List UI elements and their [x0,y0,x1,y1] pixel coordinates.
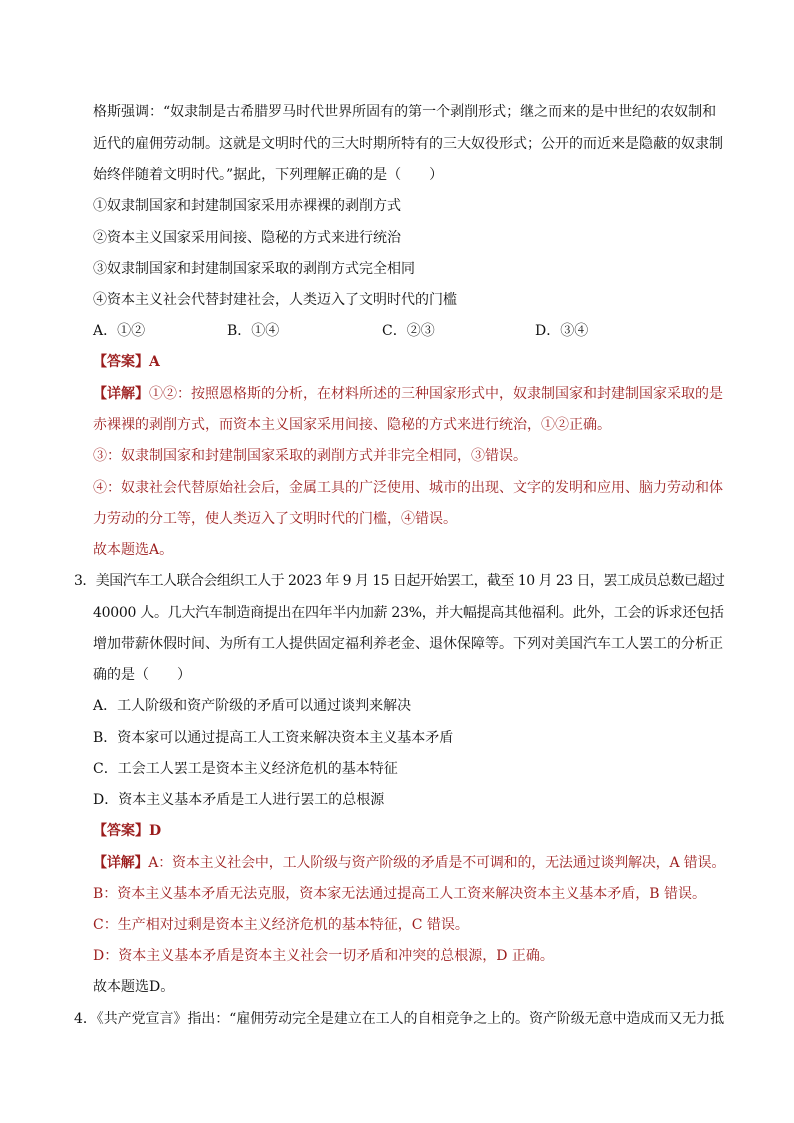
q2-detail-first: ①②：按照恩格斯的分析，在材料所述的三种国家形式中，奴隶制国家和封建制国家采取的是 [149,386,723,402]
q3-detail-label: 【详解】 [93,855,149,871]
q3-option-c: C．工会工人罢工是资本主义经济危机的基本特征 [93,761,398,777]
q2-statement-1: ①奴隶制国家和封建制国家采用赤裸裸的剥削方式 [93,198,401,214]
q3-option-b: B．资本家可以通过提高工人工资来解决资本主义基本矛盾 [93,730,454,746]
q2-detail-line-4: ④：奴隶社会代替原始社会后，金属工具的广泛使用、城市的出现、文字的发明和应用、脑力劳动和体 [93,480,723,496]
q2-answer-label: 【答案】 [93,354,149,370]
q2-option-a: A．①② [93,323,146,339]
q2-detail-line-3: ③：奴隶制国家和封建制国家采取的剥削方式并非完全相同，③错误。 [93,448,527,464]
q3-answer-label: 【答案】 [93,823,149,839]
q3-detail-first: A：资本主义社会中，工人阶级与资产阶级的矛盾是不可调和的，无法通过谈判解决，A 错误。 [148,855,726,871]
q3-answer-value: D [149,823,162,839]
q2-detail-line-5: 力劳动的分工等，使人类迈入了文明时代的门槛，④错误。 [93,511,457,527]
q3-stem-line-1: 3．美国汽车工人联合会组织工人于 2023 年 9 月 15 日起开始罢工，截至 10 月 23 日，罢工成员总数已超过 [74,573,725,589]
q2-statement-3: ③奴隶制国家和封建制国家采取的剥削方式完全相同 [93,261,415,277]
q2-answer-value: A [149,354,160,370]
q3-option-a: A．工人阶级和资产阶级的矛盾可以通过谈判来解决 [93,698,412,714]
q4-stem-line-1: 4．《共产党宣言》指出：“雇佣劳动完全是建立在工人的自相竞争之上的。资产阶级无意中造成而又无力抵 [74,1011,725,1027]
q2-stem-line-1: 格斯强调：“奴隶制是古希腊罗马时代世界所固有的第一个剥削形式；继之而来的是中世纪的农奴制和 [93,104,717,120]
q3-stem-line-3: 增加带薪休假时间、为所有工人提供固定福利养老金、退休保障等。下列对美国汽车工人罢工的分析正 [93,636,723,652]
q2-detail-line-2: 赤裸裸的剥削方式，而资本主义国家采用间接、隐秘的方式来进行统治，①②正确。 [93,417,611,433]
q3-detail-line-4: D：资本主义基本矛盾是资本主义社会一切矛盾和冲突的总根源，D 正确。 [93,948,554,964]
q2-detail-label: 【详解】 [93,386,149,402]
q3-stem-line-2: 40000 人。几大汽车制造商提出在四年半内加薪 23%，并大幅提高其他福利。此外，工会的诉求还包括 [93,605,724,621]
q3-detail-line-2: B：资本主义基本矛盾无法克服，资本家无法通过提高工人工资来解决资本主义基本矛盾，B 错误。 [93,886,707,902]
q2-option-d: D．③④ [535,323,589,339]
q2-conclusion: 故本题选A。 [93,542,174,558]
q2-statement-2: ②资本主义国家采用间接、隐秘的方式来进行统治 [93,230,401,246]
q2-option-b: B．①④ [227,323,280,339]
q3-option-d: D．资本主义基本矛盾是工人进行罢工的总根源 [93,792,385,808]
q3-detail-line-1 [93,853,725,873]
q3-conclusion: 故本题选D。 [93,979,175,995]
q3-stem-line-4: 确的是（ ） [93,667,191,683]
q2-option-c: C．②③ [382,323,435,339]
q2-statement-4: ④资本主义社会代替封建社会，人类迈入了文明时代的门槛 [93,292,457,308]
q2-detail-line-1 [93,384,723,404]
q2-answer [93,352,160,372]
q3-answer [93,821,161,841]
q2-stem-line-2: 近代的雇佣劳动制。这就是文明时代的三大时期所特有的三大奴役形式；公开的而近来是隐蔽的奴隶制 [93,136,723,152]
q3-detail-line-3: C：生产相对过剩是资本主义经济危机的基本特征，C 错误。 [93,917,469,933]
q2-stem-line-3: 始终伴随着文明时代。”据此，下列理解正确的是（ ） [93,167,444,183]
